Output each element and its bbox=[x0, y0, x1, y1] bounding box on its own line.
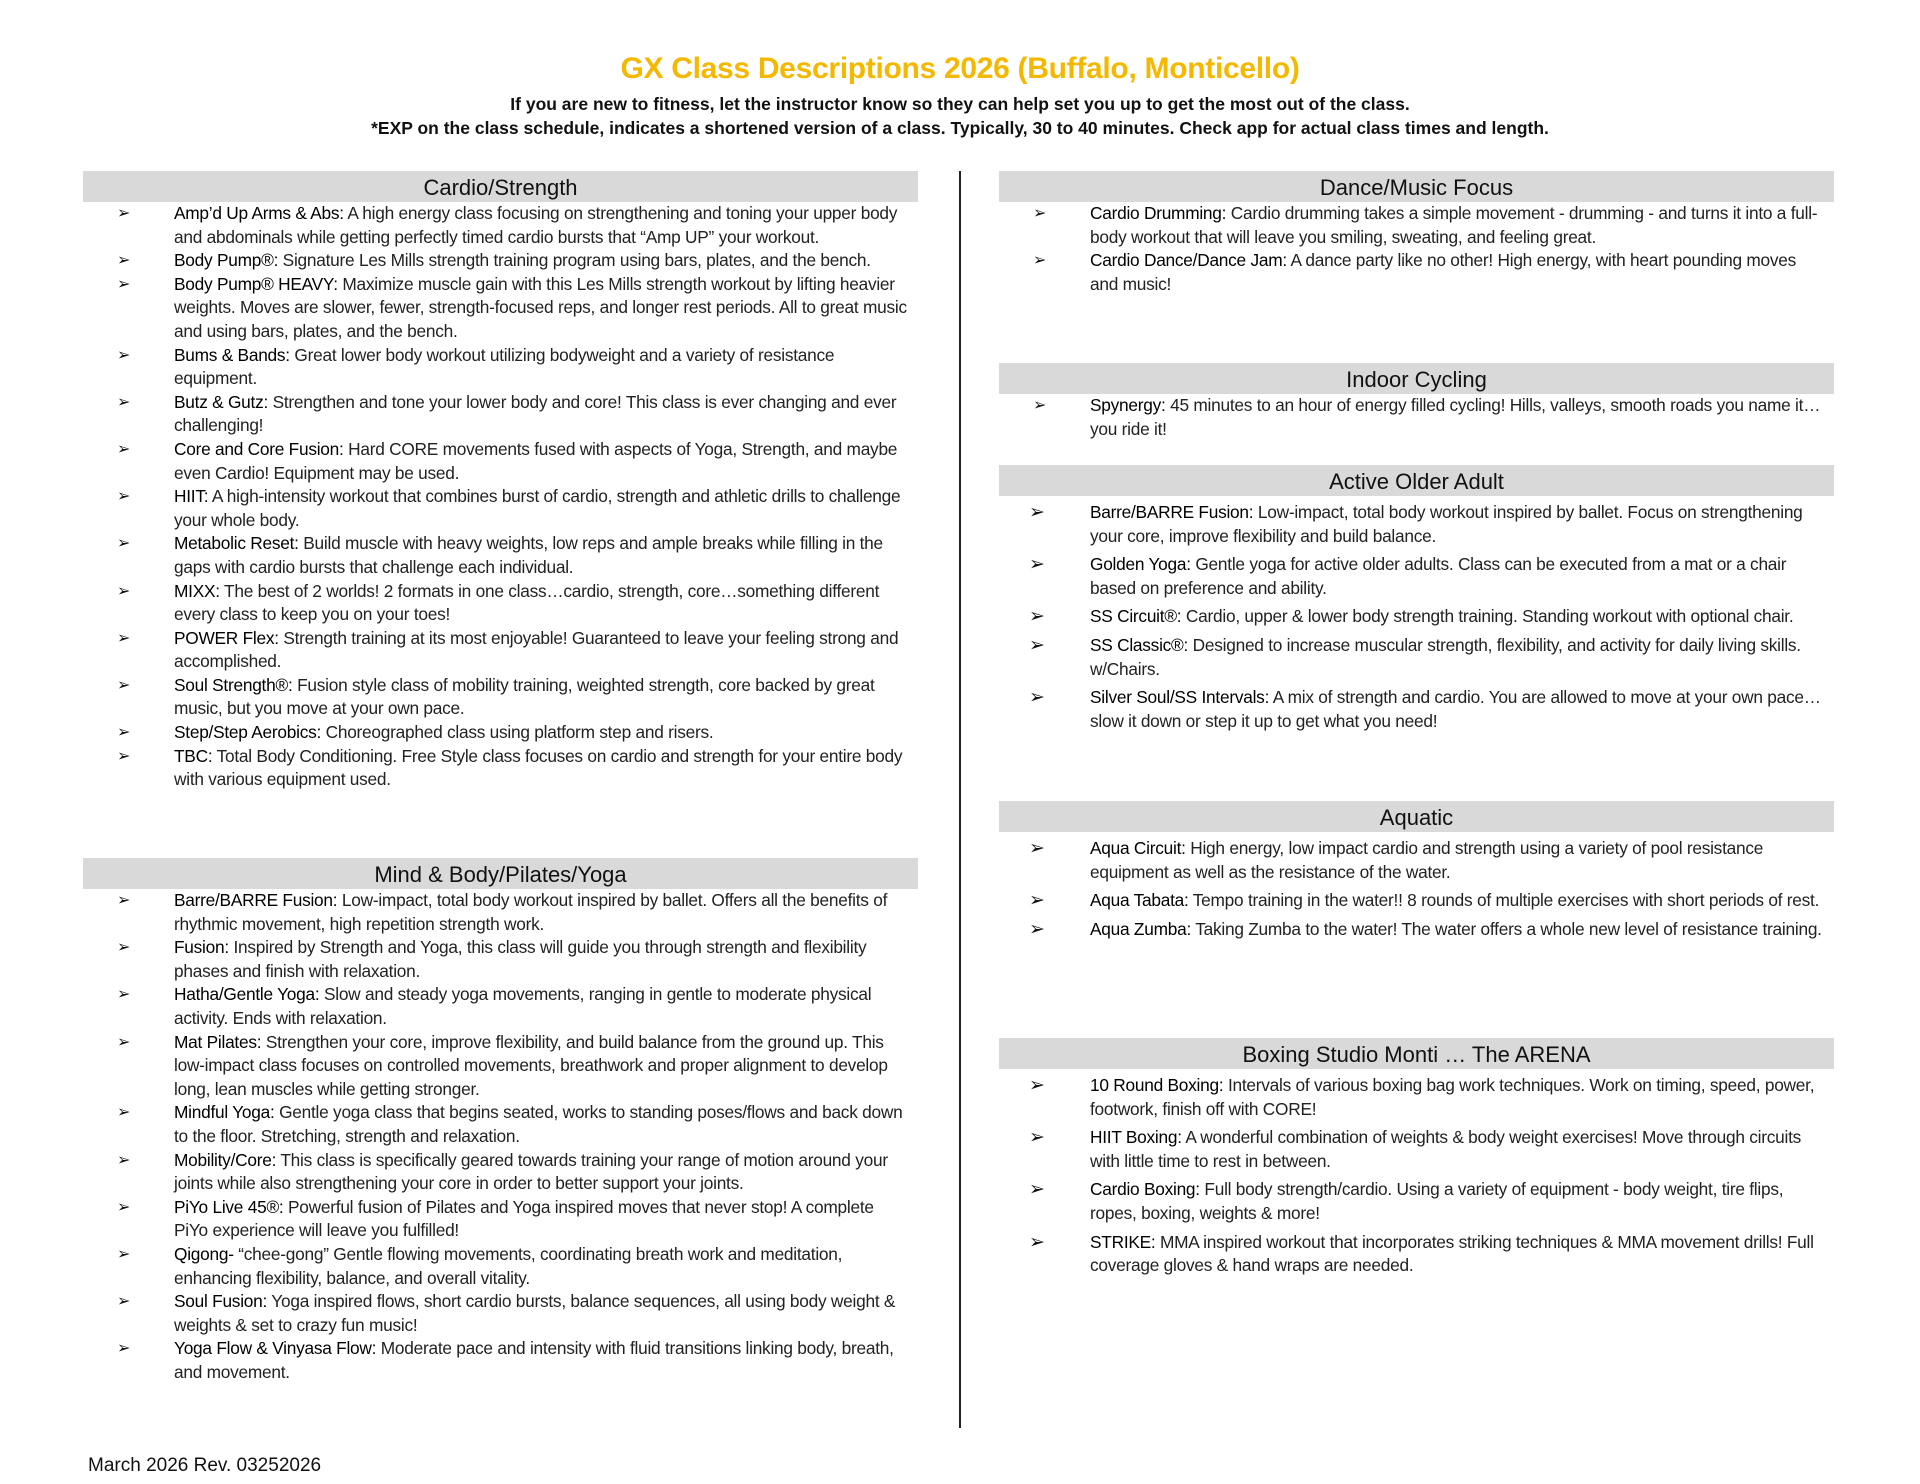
class-description: Low-impact, total body workout inspired by ballet. Focus on strengthening your core, improve flexibility and build balance. bbox=[1090, 502, 1803, 546]
section-heading: Aquatic bbox=[999, 801, 1834, 832]
section-heading: Active Older Adult bbox=[999, 465, 1834, 496]
class-description: This class is specifically geared towards training your range of motion around your joints while also strengthening your core in order to better support your joints. bbox=[174, 1149, 888, 1194]
arrow-bullet-icon: ➢ bbox=[117, 1245, 131, 1263]
class-description: 45 minutes to an hour of energy filled cycling! Hills, valleys, smooth roads you name it…you ride it! bbox=[1090, 395, 1821, 439]
class-description: Full body strength/cardio. Using a variety of equipment - body weight, tire flips, ropes, boxing, weights & more! bbox=[1090, 1179, 1784, 1223]
class-description: The best of 2 worlds! 2 formats in one class…cardio, strength, core…something different every class to keep you on your toes! bbox=[174, 580, 880, 625]
class-item bbox=[1029, 686, 1834, 733]
section-heading: Boxing Studio Monti … The ARENA bbox=[999, 1038, 1834, 1069]
page-title: GX Class Descriptions 2026 (Buffalo, Monticello) bbox=[620, 52, 1300, 85]
arrow-bullet-icon: ➢ bbox=[117, 986, 131, 1004]
class-name: Aqua Tabata: bbox=[1090, 890, 1189, 911]
class-item bbox=[117, 1196, 918, 1243]
class-item bbox=[117, 627, 918, 674]
class-description: Strength training at its most enjoyable! Guaranteed to leave your feeling strong and accomplished. bbox=[174, 627, 899, 672]
class-description: Powerful fusion of Pilates and Yoga inspired moves that never stop! A complete PiYo experience will leave you fulfilled! bbox=[174, 1196, 874, 1241]
arrow-bullet-icon: ➢ bbox=[117, 1033, 131, 1051]
class-name: SS Circuit®: bbox=[1090, 606, 1182, 627]
arrow-bullet-icon: ➢ bbox=[117, 1340, 131, 1358]
subtitle-new-to-fitness: If you are new to fitness, let the instructor know so they can help set you up to get the most out of the class. bbox=[510, 94, 1410, 114]
class-name: Step/Step Aerobics: bbox=[174, 722, 322, 743]
class-item bbox=[117, 532, 918, 579]
class-description: Yoga inspired flows, short cardio bursts, balance sequences, all using body weight & weights & set to crazy fun music! bbox=[174, 1291, 896, 1335]
class-item bbox=[117, 1337, 918, 1384]
class-name: Soul Strength®: bbox=[174, 674, 293, 695]
class-item bbox=[1029, 553, 1834, 600]
class-item bbox=[1029, 1178, 1834, 1225]
class-list bbox=[999, 202, 1834, 296]
arrow-bullet-icon: ➢ bbox=[117, 724, 131, 742]
class-item bbox=[1029, 1231, 1834, 1278]
class-item bbox=[1029, 1074, 1834, 1121]
class-item bbox=[117, 936, 918, 983]
class-name: 10 Round Boxing: bbox=[1090, 1075, 1224, 1095]
section-heading: Mind & Body/Pilates/Yoga bbox=[83, 858, 918, 889]
class-description: Moderate pace and intensity with fluid transitions linking body, breath, and movement. bbox=[174, 1338, 894, 1382]
class-description: Gentle yoga class that begins seated, works to standing poses/flows and back down to the floor. Stretching, strength and relaxation. bbox=[174, 1102, 903, 1146]
class-name: Mindful Yoga: bbox=[174, 1102, 275, 1123]
class-list bbox=[999, 394, 1834, 441]
class-name: Core and Core Fusion: bbox=[174, 438, 344, 459]
class-name: TBC: bbox=[174, 745, 213, 766]
section-mind-body bbox=[83, 858, 918, 1384]
class-name: Cardio Drumming: bbox=[1090, 203, 1227, 223]
class-name: Bums & Bands: bbox=[174, 344, 290, 365]
arrow-bullet-icon: ➢ bbox=[1029, 554, 1045, 576]
class-item bbox=[117, 1149, 918, 1196]
class-item bbox=[117, 438, 918, 485]
arrow-bullet-icon: ➢ bbox=[1029, 918, 1045, 940]
class-description: Total Body Conditioning. Free Style class focuses on cardio and strength for your entire body with various equipment used. bbox=[174, 745, 903, 790]
arrow-bullet-icon: ➢ bbox=[117, 535, 131, 553]
class-name: Amp’d Up Arms & Abs: bbox=[174, 203, 344, 223]
arrow-bullet-icon: ➢ bbox=[1029, 890, 1045, 912]
arrow-bullet-icon: ➢ bbox=[117, 939, 131, 957]
class-item bbox=[117, 1243, 918, 1290]
class-description: A dance party like no other! High energy, with heart pounding moves and music! bbox=[1090, 250, 1797, 294]
arrow-bullet-icon: ➢ bbox=[1029, 1231, 1045, 1253]
arrow-bullet-icon: ➢ bbox=[117, 747, 131, 765]
class-description: Cardio, upper & lower body strength training. Standing workout with optional chair. bbox=[1181, 606, 1794, 627]
arrow-bullet-icon: ➢ bbox=[117, 205, 131, 222]
class-item bbox=[1029, 501, 1834, 548]
class-item bbox=[1029, 605, 1834, 629]
class-description: Slow and steady yoga movements, ranging in gentle to moderate physical activity. Ends with relaxation. bbox=[174, 984, 872, 1028]
class-name: Aqua Zumba: bbox=[1090, 918, 1191, 939]
section-boxing bbox=[999, 1038, 1834, 1283]
class-item bbox=[117, 344, 918, 391]
arrow-bullet-icon: ➢ bbox=[117, 1293, 131, 1311]
column-divider bbox=[959, 171, 961, 1428]
class-description: Inspired by Strength and Yoga, this class will guide you through strength and flexibility phases and finish with relaxation. bbox=[174, 937, 867, 981]
class-item bbox=[1033, 202, 1834, 249]
class-name: Golden Yoga: bbox=[1090, 554, 1191, 575]
class-item bbox=[117, 202, 918, 249]
class-item bbox=[1029, 837, 1834, 884]
arrow-bullet-icon: ➢ bbox=[1033, 397, 1047, 414]
section-heading: Cardio/Strength bbox=[83, 171, 918, 202]
class-description: “chee-gong” Gentle flowing movements, coordinating breath work and meditation, enhancing flexibility, balance, and overall vitality. bbox=[174, 1243, 843, 1288]
arrow-bullet-icon: ➢ bbox=[117, 275, 131, 293]
arrow-bullet-icon: ➢ bbox=[1033, 205, 1047, 222]
class-description: Strengthen and tone your lower body and core! This class is ever changing and ever challenging! bbox=[174, 391, 897, 436]
class-name: Mat Pilates: bbox=[174, 1031, 262, 1052]
class-item bbox=[117, 1290, 918, 1337]
class-name: Mobility/Core: bbox=[174, 1149, 277, 1170]
class-name: HIIT Boxing: bbox=[1090, 1127, 1182, 1148]
class-name: Silver Soul/SS Intervals: bbox=[1090, 687, 1270, 708]
arrow-bullet-icon: ➢ bbox=[117, 1198, 131, 1216]
class-description: Gentle yoga for active older adults. Class can be executed from a mat or a chair based on preference and ability. bbox=[1090, 554, 1787, 598]
section-aquatic bbox=[999, 801, 1834, 946]
class-name: Hatha/Gentle Yoga: bbox=[174, 984, 320, 1005]
class-name: Yoga Flow & Vinyasa Flow: bbox=[174, 1338, 377, 1359]
class-list bbox=[999, 1069, 1834, 1278]
class-item bbox=[117, 391, 918, 438]
revision-footer: March 2026 Rev. 03252026 bbox=[88, 1455, 322, 1476]
class-description: Choreographed class using platform step and risers. bbox=[321, 722, 714, 743]
arrow-bullet-icon: ➢ bbox=[117, 892, 131, 909]
class-item bbox=[117, 249, 918, 273]
arrow-bullet-icon: ➢ bbox=[117, 346, 131, 364]
class-description: High energy, low impact cardio and strength using a variety of pool resistance equipment as well as the resistance of the water. bbox=[1090, 838, 1764, 882]
class-name: Metabolic Reset: bbox=[174, 533, 299, 554]
arrow-bullet-icon: ➢ bbox=[117, 488, 131, 506]
class-name: Qigong- bbox=[174, 1243, 234, 1264]
class-description: Cardio drumming takes a simple movement - drumming - and turns it into a full-body workout that will leave you smiling, sweating, and feeling great. bbox=[1090, 203, 1818, 247]
arrow-bullet-icon: ➢ bbox=[1029, 1127, 1045, 1149]
class-name: STRIKE: bbox=[1090, 1231, 1156, 1252]
subtitle-exp-note: *EXP on the class schedule, indicates a shortened version of a class. Typically, 30 to 40 minutes. Check app for actual class times and length. bbox=[371, 118, 1549, 138]
class-description: Maximize muscle gain with this Les Mills strength workout by lifting heavier weights. Moves are slower, fewer, strength-focused reps, and longer rest periods. All to great music and using bars, plates, and the bench. bbox=[174, 273, 907, 341]
section-active-older-adult bbox=[999, 465, 1834, 738]
arrow-bullet-icon: ➢ bbox=[1029, 1179, 1045, 1201]
class-name: Fusion: bbox=[174, 937, 229, 958]
class-list bbox=[83, 889, 918, 1384]
class-list bbox=[999, 832, 1834, 941]
section-heading: Indoor Cycling bbox=[999, 363, 1834, 394]
class-item bbox=[1029, 634, 1834, 681]
class-description: A high-intensity workout that combines burst of cardio, strength and athletic drills to challenge your whole body. bbox=[174, 486, 901, 530]
arrow-bullet-icon: ➢ bbox=[117, 582, 131, 600]
class-name: SS Classic®: bbox=[1090, 634, 1189, 655]
class-description: MMA inspired workout that incorporates striking techniques & MMA movement drills! Full coverage gloves & hand wraps are needed. bbox=[1090, 1231, 1814, 1276]
class-description: Taking Zumba to the water! The water offers a whole new level of resistance training. bbox=[1191, 918, 1822, 939]
class-item bbox=[117, 889, 918, 936]
arrow-bullet-icon: ➢ bbox=[1033, 252, 1047, 270]
arrow-bullet-icon: ➢ bbox=[1029, 838, 1045, 859]
class-description: Tempo training in the water!! 8 rounds of multiple exercises with short periods of rest. bbox=[1188, 890, 1820, 911]
class-description: Hard CORE movements fused with aspects of Yoga, Strength, and maybe even Cardio! Equipment may be used. bbox=[174, 438, 898, 483]
arrow-bullet-icon: ➢ bbox=[117, 1104, 131, 1122]
class-item bbox=[117, 745, 918, 792]
class-description: A high energy class focusing on strengthening and toning your upper body and abdominals while getting perfectly timed cardio bursts that “Amp UP” your workout. bbox=[174, 203, 898, 247]
section-dance-music bbox=[999, 171, 1834, 296]
class-description: Designed to increase muscular strength, flexibility, and activity for daily living skills. w/Chairs. bbox=[1090, 634, 1801, 679]
arrow-bullet-icon: ➢ bbox=[117, 393, 131, 411]
class-description: A wonderful combination of weights & body weight exercises! Move through circuits with little time to rest in between. bbox=[1090, 1127, 1802, 1171]
arrow-bullet-icon: ➢ bbox=[117, 629, 131, 647]
arrow-bullet-icon: ➢ bbox=[117, 1151, 131, 1169]
class-name: MIXX: bbox=[174, 580, 220, 601]
class-name: Spynergy: bbox=[1090, 395, 1166, 415]
arrow-bullet-icon: ➢ bbox=[1029, 634, 1045, 656]
section-heading: Dance/Music Focus bbox=[999, 171, 1834, 202]
class-item bbox=[117, 1031, 918, 1102]
class-description: Great lower body workout utilizing bodyweight and a variety of resistance equipment. bbox=[174, 344, 835, 389]
class-item bbox=[117, 485, 918, 532]
class-name: Cardio Boxing: bbox=[1090, 1179, 1200, 1200]
class-item bbox=[1029, 889, 1834, 913]
class-description: A mix of strength and cardio. You are allowed to move at your own pace…slow it down or step it up to get what you need! bbox=[1090, 687, 1821, 731]
arrow-bullet-icon: ➢ bbox=[117, 676, 131, 694]
class-description: Signature Les Mills strength training program using bars, plates, and the bench. bbox=[278, 250, 871, 271]
class-description: Build muscle with heavy weights, low reps and ample breaks while filling in the gaps with cardio bursts that challenge each individual. bbox=[174, 533, 883, 577]
class-name: Barre/BARRE Fusion: bbox=[1090, 502, 1254, 522]
class-item bbox=[117, 983, 918, 1030]
class-description: Low-impact, total body workout inspired by ballet. Offers all the benefits of rhythmic movement, high repetition strength work. bbox=[174, 890, 888, 934]
class-name: Aqua Circuit: bbox=[1090, 838, 1186, 858]
arrow-bullet-icon: ➢ bbox=[117, 440, 131, 458]
class-name: Barre/BARRE Fusion: bbox=[174, 890, 338, 910]
class-name: POWER Flex: bbox=[174, 627, 279, 648]
arrow-bullet-icon: ➢ bbox=[1029, 606, 1045, 628]
class-item bbox=[117, 1101, 918, 1148]
arrow-bullet-icon: ➢ bbox=[1029, 502, 1045, 523]
class-description: Fusion style class of mobility training, weighted strength, core backed by great music, but you move at your own pace. bbox=[174, 674, 875, 719]
class-name: Soul Fusion: bbox=[174, 1291, 268, 1312]
class-name: Butz & Gutz: bbox=[174, 391, 269, 412]
class-list bbox=[83, 202, 918, 792]
class-item bbox=[117, 580, 918, 627]
class-name: PiYo Live 45®: bbox=[174, 1196, 284, 1217]
arrow-bullet-icon: ➢ bbox=[1029, 1075, 1045, 1096]
class-item bbox=[117, 273, 918, 344]
section-indoor-cycling bbox=[999, 363, 1834, 441]
class-name: Cardio Dance/Dance Jam: bbox=[1090, 250, 1287, 271]
class-name: Body Pump® HEAVY: bbox=[174, 273, 338, 294]
class-name: Body Pump®: bbox=[174, 250, 279, 271]
arrow-bullet-icon: ➢ bbox=[117, 252, 131, 270]
class-item bbox=[117, 674, 918, 721]
class-item bbox=[1029, 1126, 1834, 1173]
class-name: HIIT: bbox=[174, 486, 209, 507]
class-item bbox=[117, 721, 918, 745]
arrow-bullet-icon: ➢ bbox=[1029, 687, 1045, 709]
class-item bbox=[1033, 249, 1834, 296]
class-description: Intervals of various boxing bag work techniques. Work on timing, speed, power, footwork, finish off with CORE! bbox=[1090, 1075, 1815, 1119]
class-item bbox=[1033, 394, 1834, 441]
class-list bbox=[999, 496, 1834, 733]
class-item bbox=[1029, 918, 1834, 942]
class-description: Strengthen your core, improve flexibility, and build balance from the ground up. This low-impact class focuses on controlled movements, breathwork and proper alignment to develop long, lean muscles while getting stronger. bbox=[174, 1031, 888, 1099]
section-cardio-strength bbox=[83, 171, 918, 792]
